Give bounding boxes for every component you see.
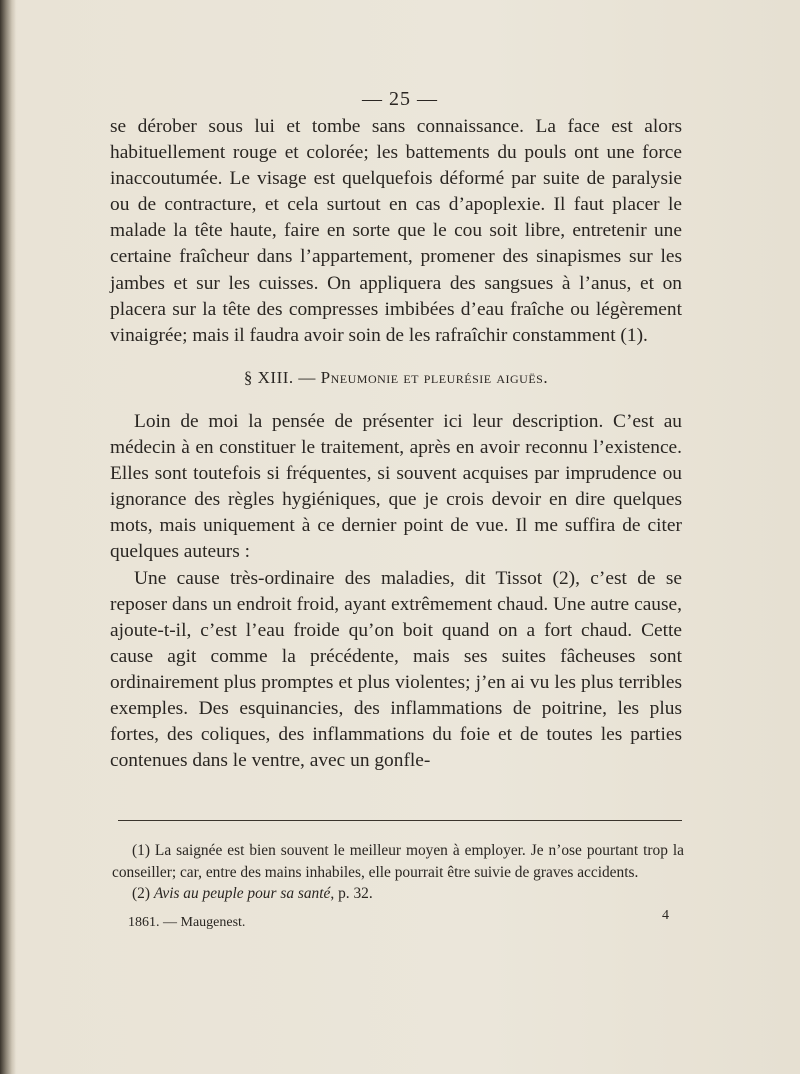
section-heading [110,365,682,391]
page-number: — 25 — [362,88,438,110]
main-text [110,114,682,774]
footnote-2-title: Avis au peuple pour sa santé [153,885,331,902]
page-binding-shadow [0,0,16,1074]
footnote-2 [112,883,684,905]
printer-line: 1861. — Maugenest. [128,915,246,930]
footnote-separator [118,820,682,821]
signature-mark: 4 [662,908,669,923]
footnote-2-marker: (2) [132,885,150,902]
paragraph-3: Une cause très-ordinaire des maladies, dit Tissot (2), c’est de se reposer dans un endroit froid, ayant extrêmement chaud. Une autre cause, ajoute-t-il, c’est l’eau froide qu’on boit quand on a fort chaud. Cette cause agit comme la précédente, mais ses suites fâcheuses sont ordinairement plus promptes et plus violentes; j’en ai vu les plus terribles exemples. Des esquinancies, des inflammations de poitrine, les plus fortes, des coliques, des inflammations du foie et de toutes les parties contenues dans le ventre, avec un gonfle- [110,567,682,772]
section-number: § XIII. — [243,367,316,387]
section-title: Pneumonie et pleurésie aiguës. [320,367,549,387]
paragraph-1: se dérober sous lui et tombe sans connaissance. La face est alors habituellement rouge et colorée; les battements du pouls ont une force inaccoutumée. Le visage est quelquefois déformé par suite de paralysie ou de contracture, et cela surtout en cas d’apoplexie. Il faut placer le malade la tête haute, faire en sorte que le cou soit libre, entretenir une certaine fraîcheur dans l’appartement, promener des sinapismes sur les jambes et sur les cuisses. On appliquera des sangsues à l’anus, et on placera sur la tête des compresses imbibées d’eau fraîche ou légèrement vinaigrée; mais il faudra avoir soin de les rafraîchir constamment (1). [110,116,682,346]
footnote-1: (1) La saignée est bien souvent le meilleur moyen à employer. Je n’ose pourtant trop la conseiller; car, entre des mains inhabiles, elle pourrait être suivie de graves accidents. [112,842,684,881]
footnote-2-page: , p. 32. [330,885,373,902]
paragraph-2: Loin de moi la pensée de présenter ici leur description. C’est au médecin à en constituer le traitement, après en avoir reconnu l’existence. Elles sont toutefois si fréquentes, si souvent acquises par imprudence ou ignorance des règles hygiéniques, que je crois devoir en dire quelques mots, mais uniquement à ce dernier point de vue. Il me suffira de citer quelques auteurs : [110,410,682,563]
footnotes [112,840,684,905]
